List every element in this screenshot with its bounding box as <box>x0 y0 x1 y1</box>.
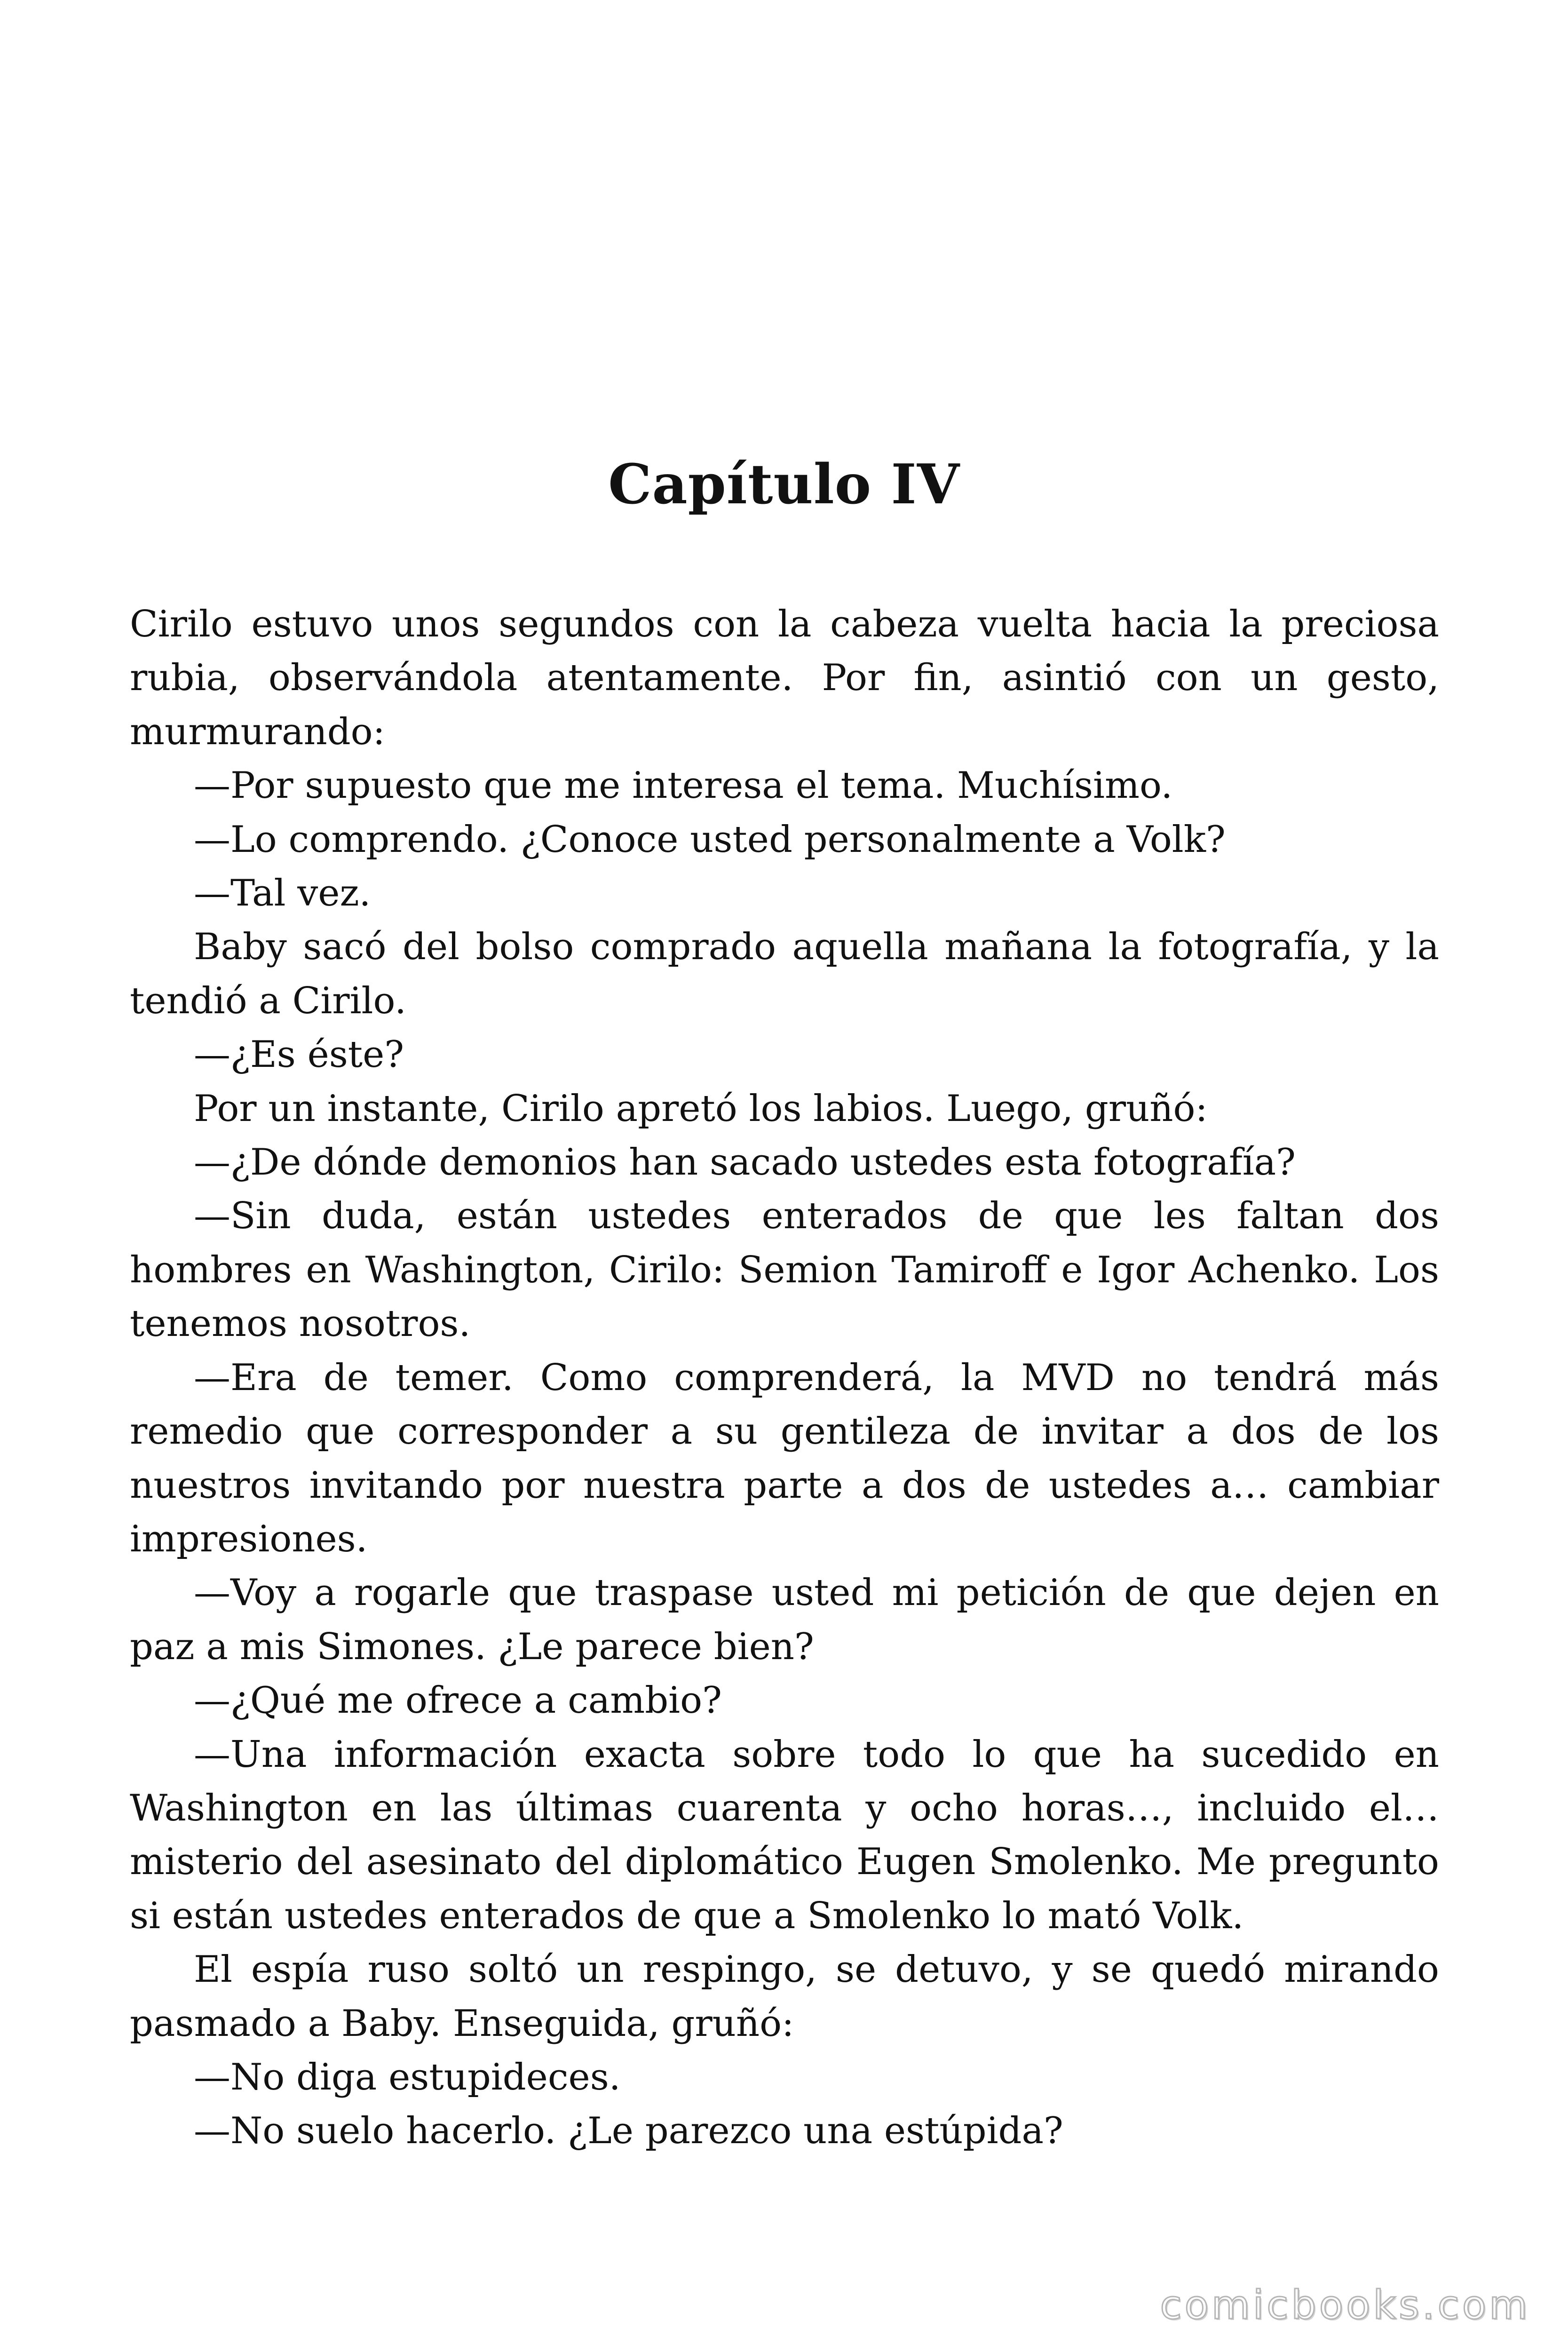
paragraph: —No suelo hacerlo. ¿Le parezco una estúpida? <box>194 2110 1063 2153</box>
paragraph: —¿De dónde demonios han sacado ustedes esta fotografía? <box>194 1141 1296 1184</box>
paragraph: —¿Qué me ofrece a cambio? <box>194 1679 722 1722</box>
paragraph: El espía ruso soltó un respingo, se detuvo, y se quedó mirando pasmado a Baby. Enseguida, gruñó: <box>130 1948 1439 2045</box>
chapter-title: Capítulo IV <box>608 453 960 516</box>
chapter-body <box>130 597 1439 2158</box>
paragraph: —Por supuesto que me interesa el tema. Muchísimo. <box>194 764 1173 807</box>
paragraph: —Lo comprendo. ¿Conoce usted personalmente a Volk? <box>194 818 1226 861</box>
paragraph: —Una información exacta sobre todo lo que ha sucedido en Washington en las últimas cuarenta y ocho horas…, incluido el… misterio del asesinato del diplomático Eugen Smolenko. Me pregunto si están ustedes enterados de que a Smolenko lo mató Volk. <box>130 1733 1439 1937</box>
paragraph: —Voy a rogarle que traspase usted mi petición de que dejen en paz a mis Simones. ¿Le parece bien? <box>130 1572 1439 1668</box>
paragraph: —¿Es éste? <box>194 1033 404 1076</box>
paragraph: —No diga estupideces. <box>194 2056 621 2098</box>
paragraph: —Tal vez. <box>194 872 371 915</box>
paragraph: —Sin duda, están ustedes enterados de que les faltan dos hombres en Washington, Cirilo: Semion Tamiroff e Igor Achenko. Los tenemos nosotros. <box>130 1195 1439 1345</box>
paragraph: Por un instante, Cirilo apretó los labios. Luego, gruñó: <box>194 1087 1208 1130</box>
paragraph: Cirilo estuvo unos segundos con la cabeza vuelta hacia la preciosa rubia, observándola atentamente. Por fin, asintió con un gesto, murmurando: <box>130 603 1439 753</box>
paragraph: —Era de temer. Como comprenderá, la MVD no tendrá más remedio que corresponder a su gentileza de invitar a dos de los nuestros invitando por nuestra parte a dos de ustedes a… cambiar impresiones. <box>130 1356 1439 1560</box>
paragraph: Baby sacó del bolso comprado aquella mañana la fotografía, y la tendió a Cirilo. <box>130 926 1439 1022</box>
watermark: comicbooks.com <box>1160 2282 1530 2328</box>
